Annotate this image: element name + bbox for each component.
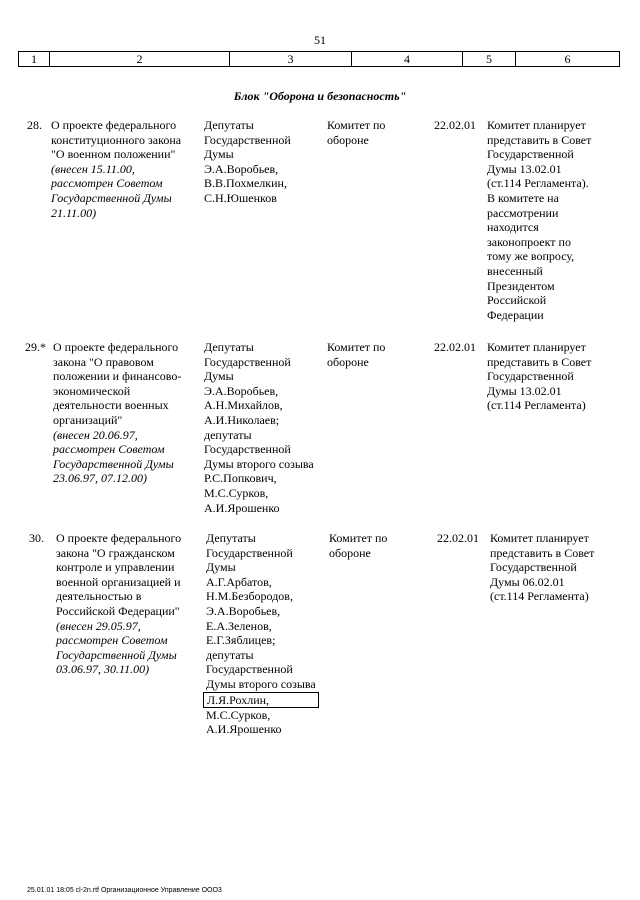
committee-line: обороне xyxy=(329,545,371,560)
doc-line: О проекте федерального xyxy=(53,340,179,354)
doc-note-line: Государственной Думы xyxy=(56,647,177,662)
author-line: Депутаты xyxy=(206,531,256,545)
committee xyxy=(327,118,407,147)
remark-line: Думы 13.02.01 xyxy=(487,383,562,398)
entry-number: 28. xyxy=(27,118,42,132)
author-line: А.И.Ярошенко xyxy=(206,722,282,737)
remark-line: Думы 13.02.01 xyxy=(487,161,562,176)
remark-line: Комитет планирует xyxy=(487,340,586,354)
remark-line: Комитет планирует xyxy=(490,531,589,545)
doc-note-line: (внесен 29.05.97, xyxy=(56,618,141,633)
doc-note-line: Государственной Думы xyxy=(53,456,174,471)
doc-line: О проекте федерального xyxy=(56,531,182,545)
committee-line: обороне xyxy=(327,354,369,369)
doc-note-line: 03.06.97, 30.11.00) xyxy=(56,662,150,677)
doc-line: Российской Федерации" xyxy=(56,603,180,618)
doc-line: деятельности военных xyxy=(53,398,169,413)
author-line: С.Н.Юшенков xyxy=(204,190,277,205)
authors xyxy=(206,531,328,737)
author-line: Депутаты xyxy=(204,340,254,354)
date: 22.02.01 xyxy=(437,531,479,545)
remark-line: представить в Совет xyxy=(487,354,592,369)
remark-line: Российской xyxy=(487,293,547,308)
column-header-1: 1 xyxy=(19,52,50,66)
doc-note-line: (внесен 20.06.97, xyxy=(53,427,138,442)
column-header-row xyxy=(18,51,620,67)
author-line: В.В.Похмелкин, xyxy=(204,176,287,191)
column-header-3: 3 xyxy=(230,52,352,66)
authors xyxy=(204,340,326,515)
author-line: депутаты xyxy=(204,427,252,442)
remark-line: законопроект по xyxy=(487,234,571,249)
entry-number: 30. xyxy=(29,531,44,545)
author-line: Думы xyxy=(204,147,234,162)
author-line: Э.А.Воробьев, xyxy=(204,383,279,398)
remark-line: В комитете на xyxy=(487,190,559,205)
committee xyxy=(329,531,409,560)
doc-note-line: (внесен 15.11.00, xyxy=(51,161,135,176)
doc-line: организаций" xyxy=(53,412,123,427)
author-line: А.И.Николаев; xyxy=(204,412,280,427)
remark-line: Президентом xyxy=(487,278,555,293)
author-line: А.Н.Михайлов, xyxy=(204,398,283,413)
column-header-6: 6 xyxy=(564,52,571,66)
remark xyxy=(490,531,610,604)
author-line: Е.Г.Зяблицев; xyxy=(206,633,276,648)
author-line: Н.М.Безбородов, xyxy=(206,589,293,604)
column-header-2: 2 xyxy=(50,52,230,66)
committee-line: Комитет по xyxy=(327,118,386,132)
page-number: 51 xyxy=(314,33,326,47)
author-line: Е.А.Зеленов, xyxy=(206,618,272,633)
remark-line: находится xyxy=(487,220,539,235)
doc-note-line: рассмотрен Советом xyxy=(51,176,163,191)
author-line: Государственной xyxy=(204,442,291,457)
remark-line: Государственной xyxy=(487,369,574,384)
doc-note-line: Государственной Думы xyxy=(51,190,172,205)
doc-line: закона "О правовом xyxy=(53,354,154,369)
document-title xyxy=(51,118,201,220)
remark-line: Комитет планирует xyxy=(487,118,586,132)
column-header-5: 5 xyxy=(463,52,516,66)
remark-line: представить в Совет xyxy=(490,545,595,560)
entry-number: 29.* xyxy=(25,340,46,354)
remark-line: (ст.114 Регламента) xyxy=(490,589,589,604)
author-line: А.Г.Арбатов, xyxy=(206,574,272,589)
doc-line: военной организацией и xyxy=(56,574,181,589)
author-line: Э.А.Воробьев, xyxy=(206,603,281,618)
remark-line: тому же вопросу, xyxy=(487,249,575,264)
remark xyxy=(487,118,607,322)
block-title: Блок "Оборона и безопасность" xyxy=(233,89,407,103)
author-line: Думы xyxy=(204,369,234,384)
doc-line: положении и финансово- xyxy=(53,369,182,384)
author-line: Р.С.Попкович, xyxy=(204,471,277,486)
column-header-4: 4 xyxy=(352,52,463,66)
author-line: Государственной xyxy=(204,132,291,147)
doc-line: экономической xyxy=(53,383,131,398)
remark-line: (ст.114 Регламента). xyxy=(487,176,589,191)
page-footer: 25.01.01 18:05 cl-2n.rtf Организационное Управление ООО3 xyxy=(27,887,222,894)
remark-line: Федерации xyxy=(487,307,544,322)
author-line: А.И.Ярошенко xyxy=(204,500,280,515)
doc-line: О проекте федерального xyxy=(51,118,177,132)
doc-note-line: 21.11.00) xyxy=(51,205,97,220)
doc-line: закона "О гражданском xyxy=(56,545,175,560)
author-line: Государственной xyxy=(206,545,293,560)
authors xyxy=(204,118,326,206)
doc-line: "О военном положении" xyxy=(51,147,176,162)
document-title xyxy=(53,340,203,486)
author-line: Думы второго созыва xyxy=(206,676,316,691)
author-line: М.С.Сурков, xyxy=(204,485,269,500)
remark-line: рассмотрении xyxy=(487,205,559,220)
doc-line: деятельностью в xyxy=(56,589,142,604)
date: 22.02.01 xyxy=(434,118,476,132)
remark-line: представить в Совет xyxy=(487,132,592,147)
boxed-author: Л.Я.Рохлин, xyxy=(203,692,319,708)
author-line: Э.А.Воробьев, xyxy=(204,161,279,176)
author-line: Государственной xyxy=(206,662,293,677)
committee xyxy=(327,340,407,369)
committee-line: Комитет по xyxy=(327,340,386,354)
author-line: Думы xyxy=(206,560,236,575)
doc-note-line: рассмотрен Советом xyxy=(53,442,165,457)
author-line: депутаты xyxy=(206,647,254,662)
remark-line: Государственной xyxy=(490,560,577,575)
remark xyxy=(487,340,607,413)
committee-line: обороне xyxy=(327,132,369,147)
author-line: Государственной xyxy=(204,354,291,369)
remark-line: Государственной xyxy=(487,147,574,162)
committee-line: Комитет по xyxy=(329,531,388,545)
doc-note-line: рассмотрен Советом xyxy=(56,633,168,648)
remark-line: внесенный xyxy=(487,263,543,278)
author-line: Думы второго созыва xyxy=(204,456,314,471)
doc-note-line: 23.06.97, 07.12.00) xyxy=(53,471,147,486)
remark-line: Думы 06.02.01 xyxy=(490,574,565,589)
author-line: Депутаты xyxy=(204,118,254,132)
date: 22.02.01 xyxy=(434,340,476,354)
document-title xyxy=(56,531,206,677)
doc-line: конституционного закона xyxy=(51,132,182,147)
doc-line: контроле и управлении xyxy=(56,560,175,575)
author-line: М.С.Сурков, xyxy=(206,707,271,722)
remark-line: (ст.114 Регламента) xyxy=(487,398,586,413)
